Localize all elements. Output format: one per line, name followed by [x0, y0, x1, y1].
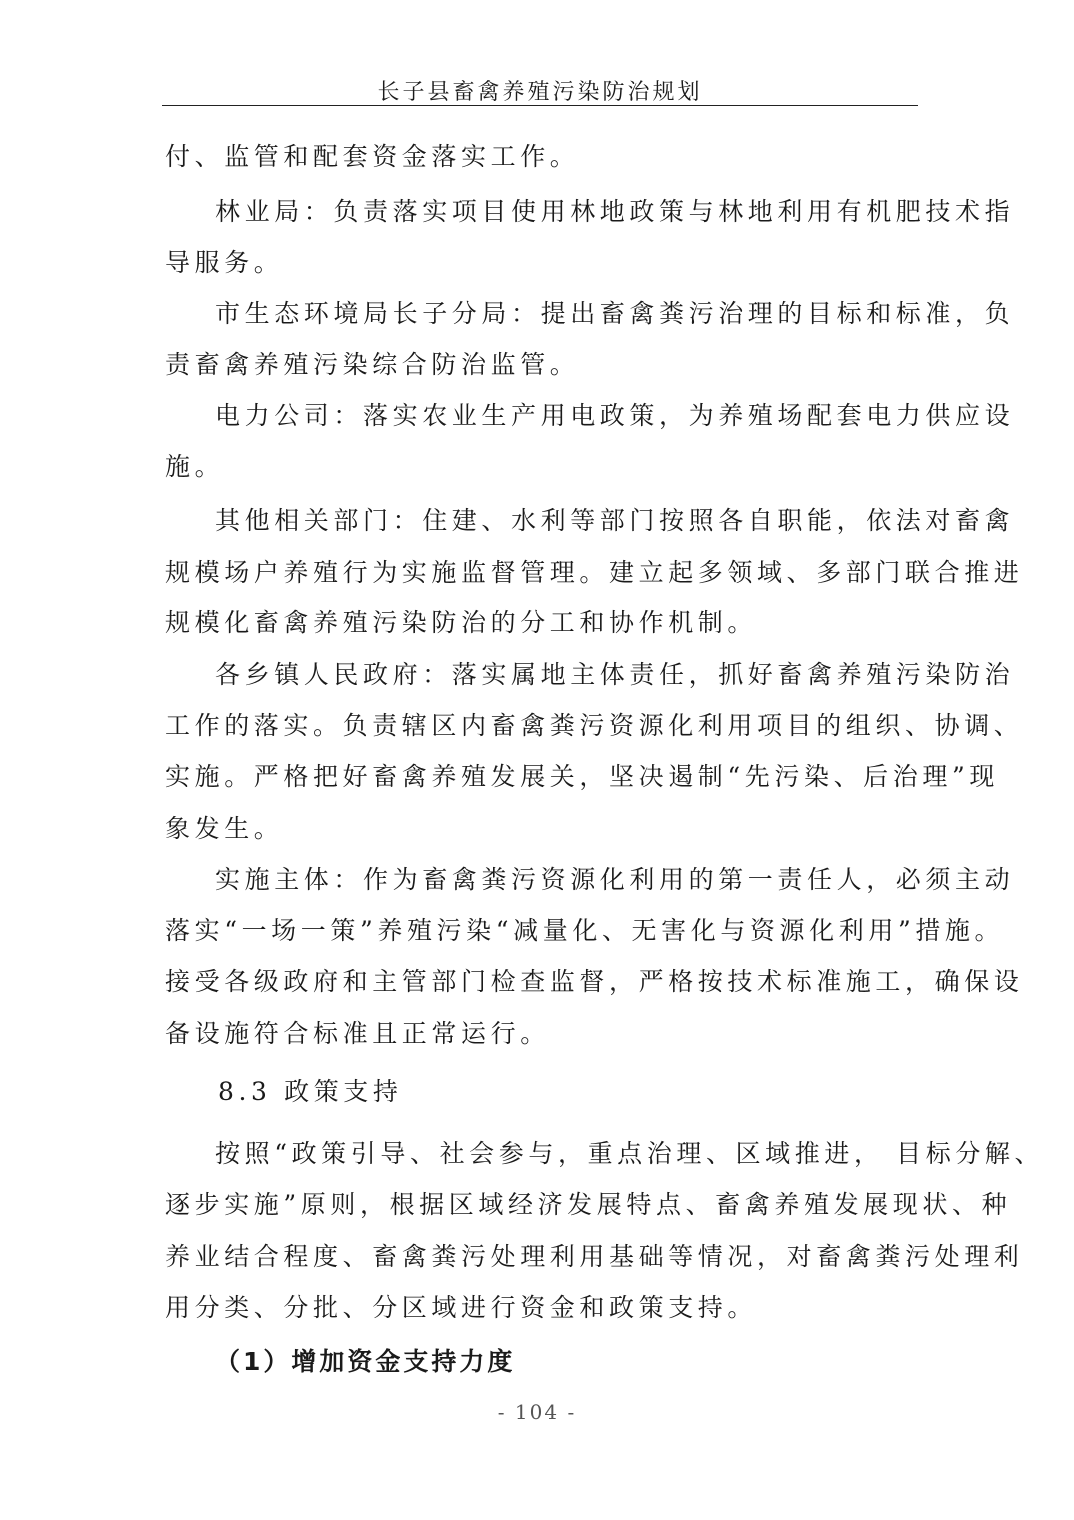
paragraph-line: 导服务。 — [165, 248, 284, 277]
paragraph-line: 市生态环境局长子分局：提出畜禽粪污治理的目标和标准，负 — [215, 299, 1015, 328]
paragraph-line: 逐步实施”原则，根据区域经济发展特点、畜禽养殖发展现状、种 — [165, 1190, 1012, 1219]
paragraph-line: 电力公司：落实农业生产用电政策，为养殖场配套电力供应设 — [215, 401, 1015, 430]
page-number: - 104 - — [497, 1400, 577, 1424]
section-heading: 8.3 政策支持 — [218, 1077, 403, 1106]
paragraph-line: 施。 — [165, 452, 225, 481]
paragraph-line: 规模场户养殖行为实施监督管理。建立起多领域、多部门联合推进 — [165, 558, 1024, 587]
paragraph-line: 付、监管和配套资金落实工作。 — [165, 142, 580, 171]
paragraph-line: 责畜禽养殖污染综合防治监管。 — [165, 350, 580, 379]
running-header: 长子县畜禽养殖污染防治规划 — [377, 80, 703, 105]
paragraph-line: 实施主体：作为畜禽粪污资源化利用的第一责任人，必须主动 — [215, 865, 1015, 894]
paragraph-line: 林业局：负责落实项目使用林地政策与林地利用有机肥技术指 — [215, 197, 1015, 226]
paragraph-line: 各乡镇人民政府：落实属地主体责任，抓好畜禽养殖污染防治 — [215, 660, 1015, 689]
paragraph-line: 备设施符合标准且正常运行。 — [165, 1019, 550, 1048]
paragraph-line: 落实“一场一策”养殖污染“减量化、无害化与资源化利用”措施。 — [165, 916, 1005, 945]
header-rule — [162, 105, 918, 106]
paragraph-line: 养业结合程度、畜禽粪污处理利用基础等情况，对畜禽粪污处理利 — [165, 1242, 1024, 1271]
paragraph-line: 用分类、分批、分区域进行资金和政策支持。 — [165, 1293, 758, 1322]
paragraph-line: 规模化畜禽养殖污染防治的分工和协作机制。 — [165, 608, 758, 637]
paragraph-line: 按照“政策引导、社会参与，重点治理、区域推进， 目标分解、 — [215, 1139, 1045, 1168]
paragraph-line: 实施。严格把好畜禽养殖发展关，坚决遏制“先污染、后治理”现 — [165, 762, 999, 791]
paragraph-line: 其他相关部门：住建、水利等部门按照各自职能，依法对畜禽 — [215, 506, 1015, 535]
paragraph-line: 象发生。 — [165, 814, 284, 843]
paragraph-line: 接受各级政府和主管部门检查监督，严格按技术标准施工，确保设 — [165, 967, 1024, 996]
subsection-heading: （1）增加资金支持力度 — [215, 1347, 516, 1376]
paragraph-line: 工作的落实。负责辖区内畜禽粪污资源化利用项目的组织、协调、 — [165, 711, 1024, 740]
